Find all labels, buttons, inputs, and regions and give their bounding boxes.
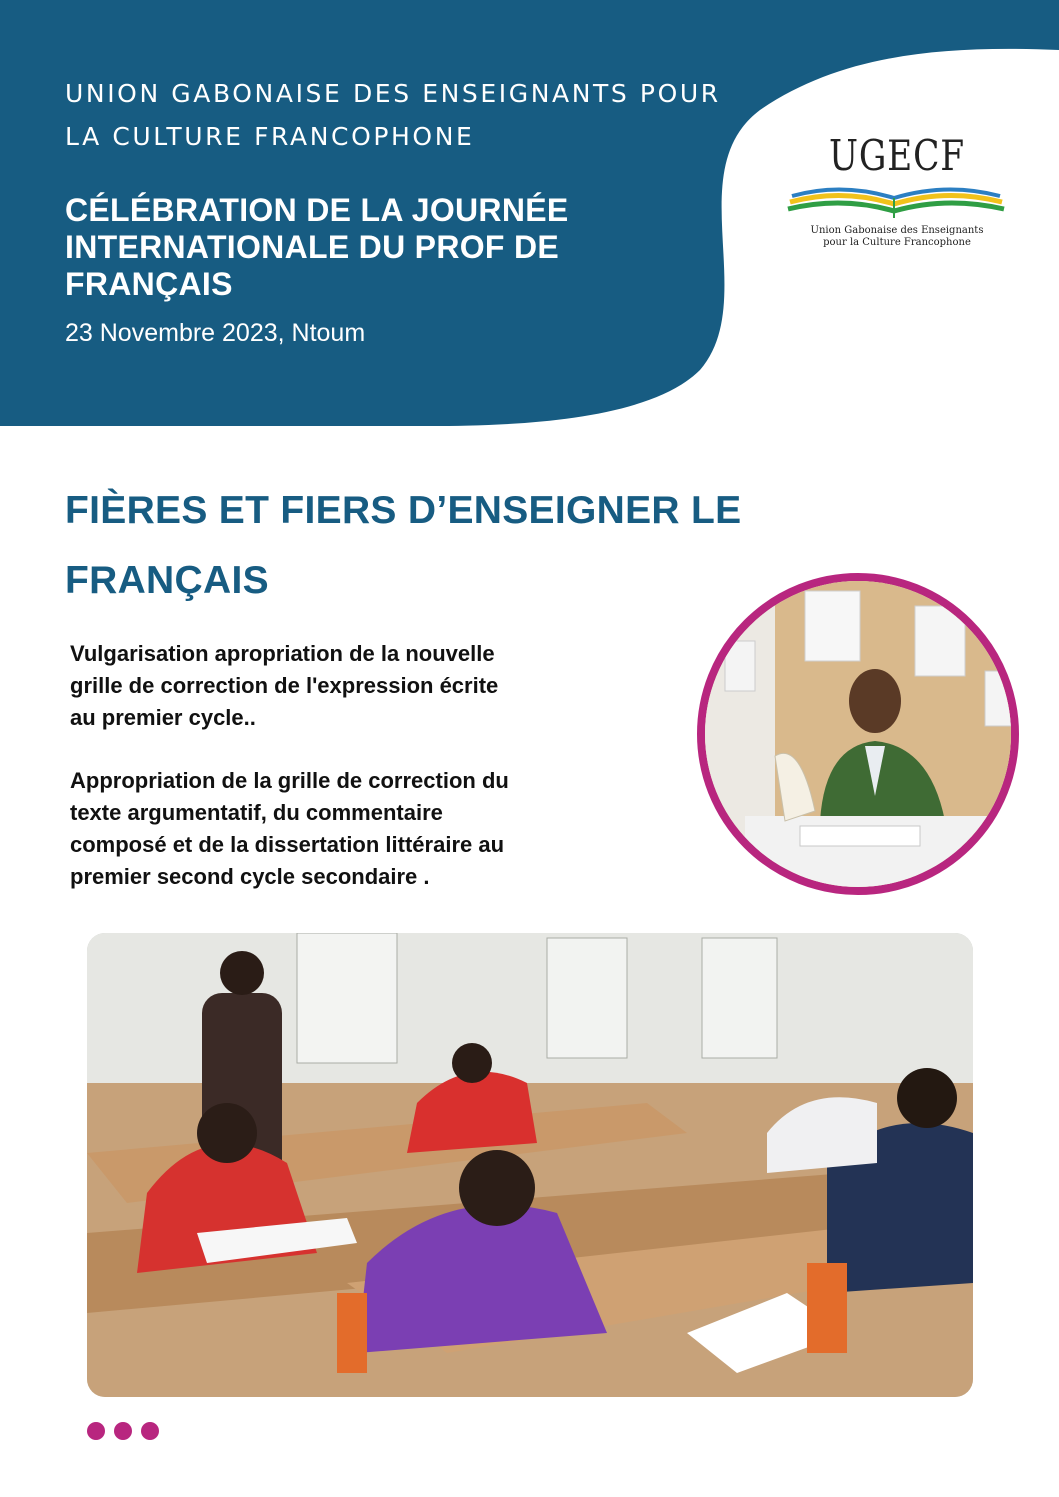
logo-acronym: UGECF [828,131,966,180]
teacher-portrait-photo [697,573,1019,895]
decorative-dots [87,1422,168,1445]
organization-name: UNION GABONAISE DES ENSEIGNANTS POUR LA CULTURE FRANCOPHONE [65,79,721,151]
paragraph-grille-correction: Appropriation de la grille de correction du texte argumentatif, du commentaire composé et de la dissertation littéraire au premier second cycle secondaire . [70,768,509,889]
dot-icon [141,1422,159,1440]
event-date-location: 23 Novembre 2023, Ntoum [65,319,366,347]
ugecf-logo [782,128,1012,258]
dot-icon [114,1422,132,1440]
paragraph-expression-ecrite: Vulgarisation apropriation de la nouvelle grille de correction de l'expression écrite au premier cycle.. [70,641,499,730]
event-title: CÉLÉBRATION DE LA JOURNÉE INTERNATIONALE DU PROF DE FRANÇAIS [65,192,569,302]
dot-icon [87,1422,105,1440]
main-headline: FIÈRES ET FIERS D’ENSEIGNER LE FRANÇAIS [65,489,742,602]
logo-subtitle: Union Gabonaise des Enseignants [810,225,984,236]
classroom-exam-photo [87,933,973,1397]
open-book-icon [782,174,1012,224]
logo-subtitle: pour la Culture Francophone [823,237,971,248]
